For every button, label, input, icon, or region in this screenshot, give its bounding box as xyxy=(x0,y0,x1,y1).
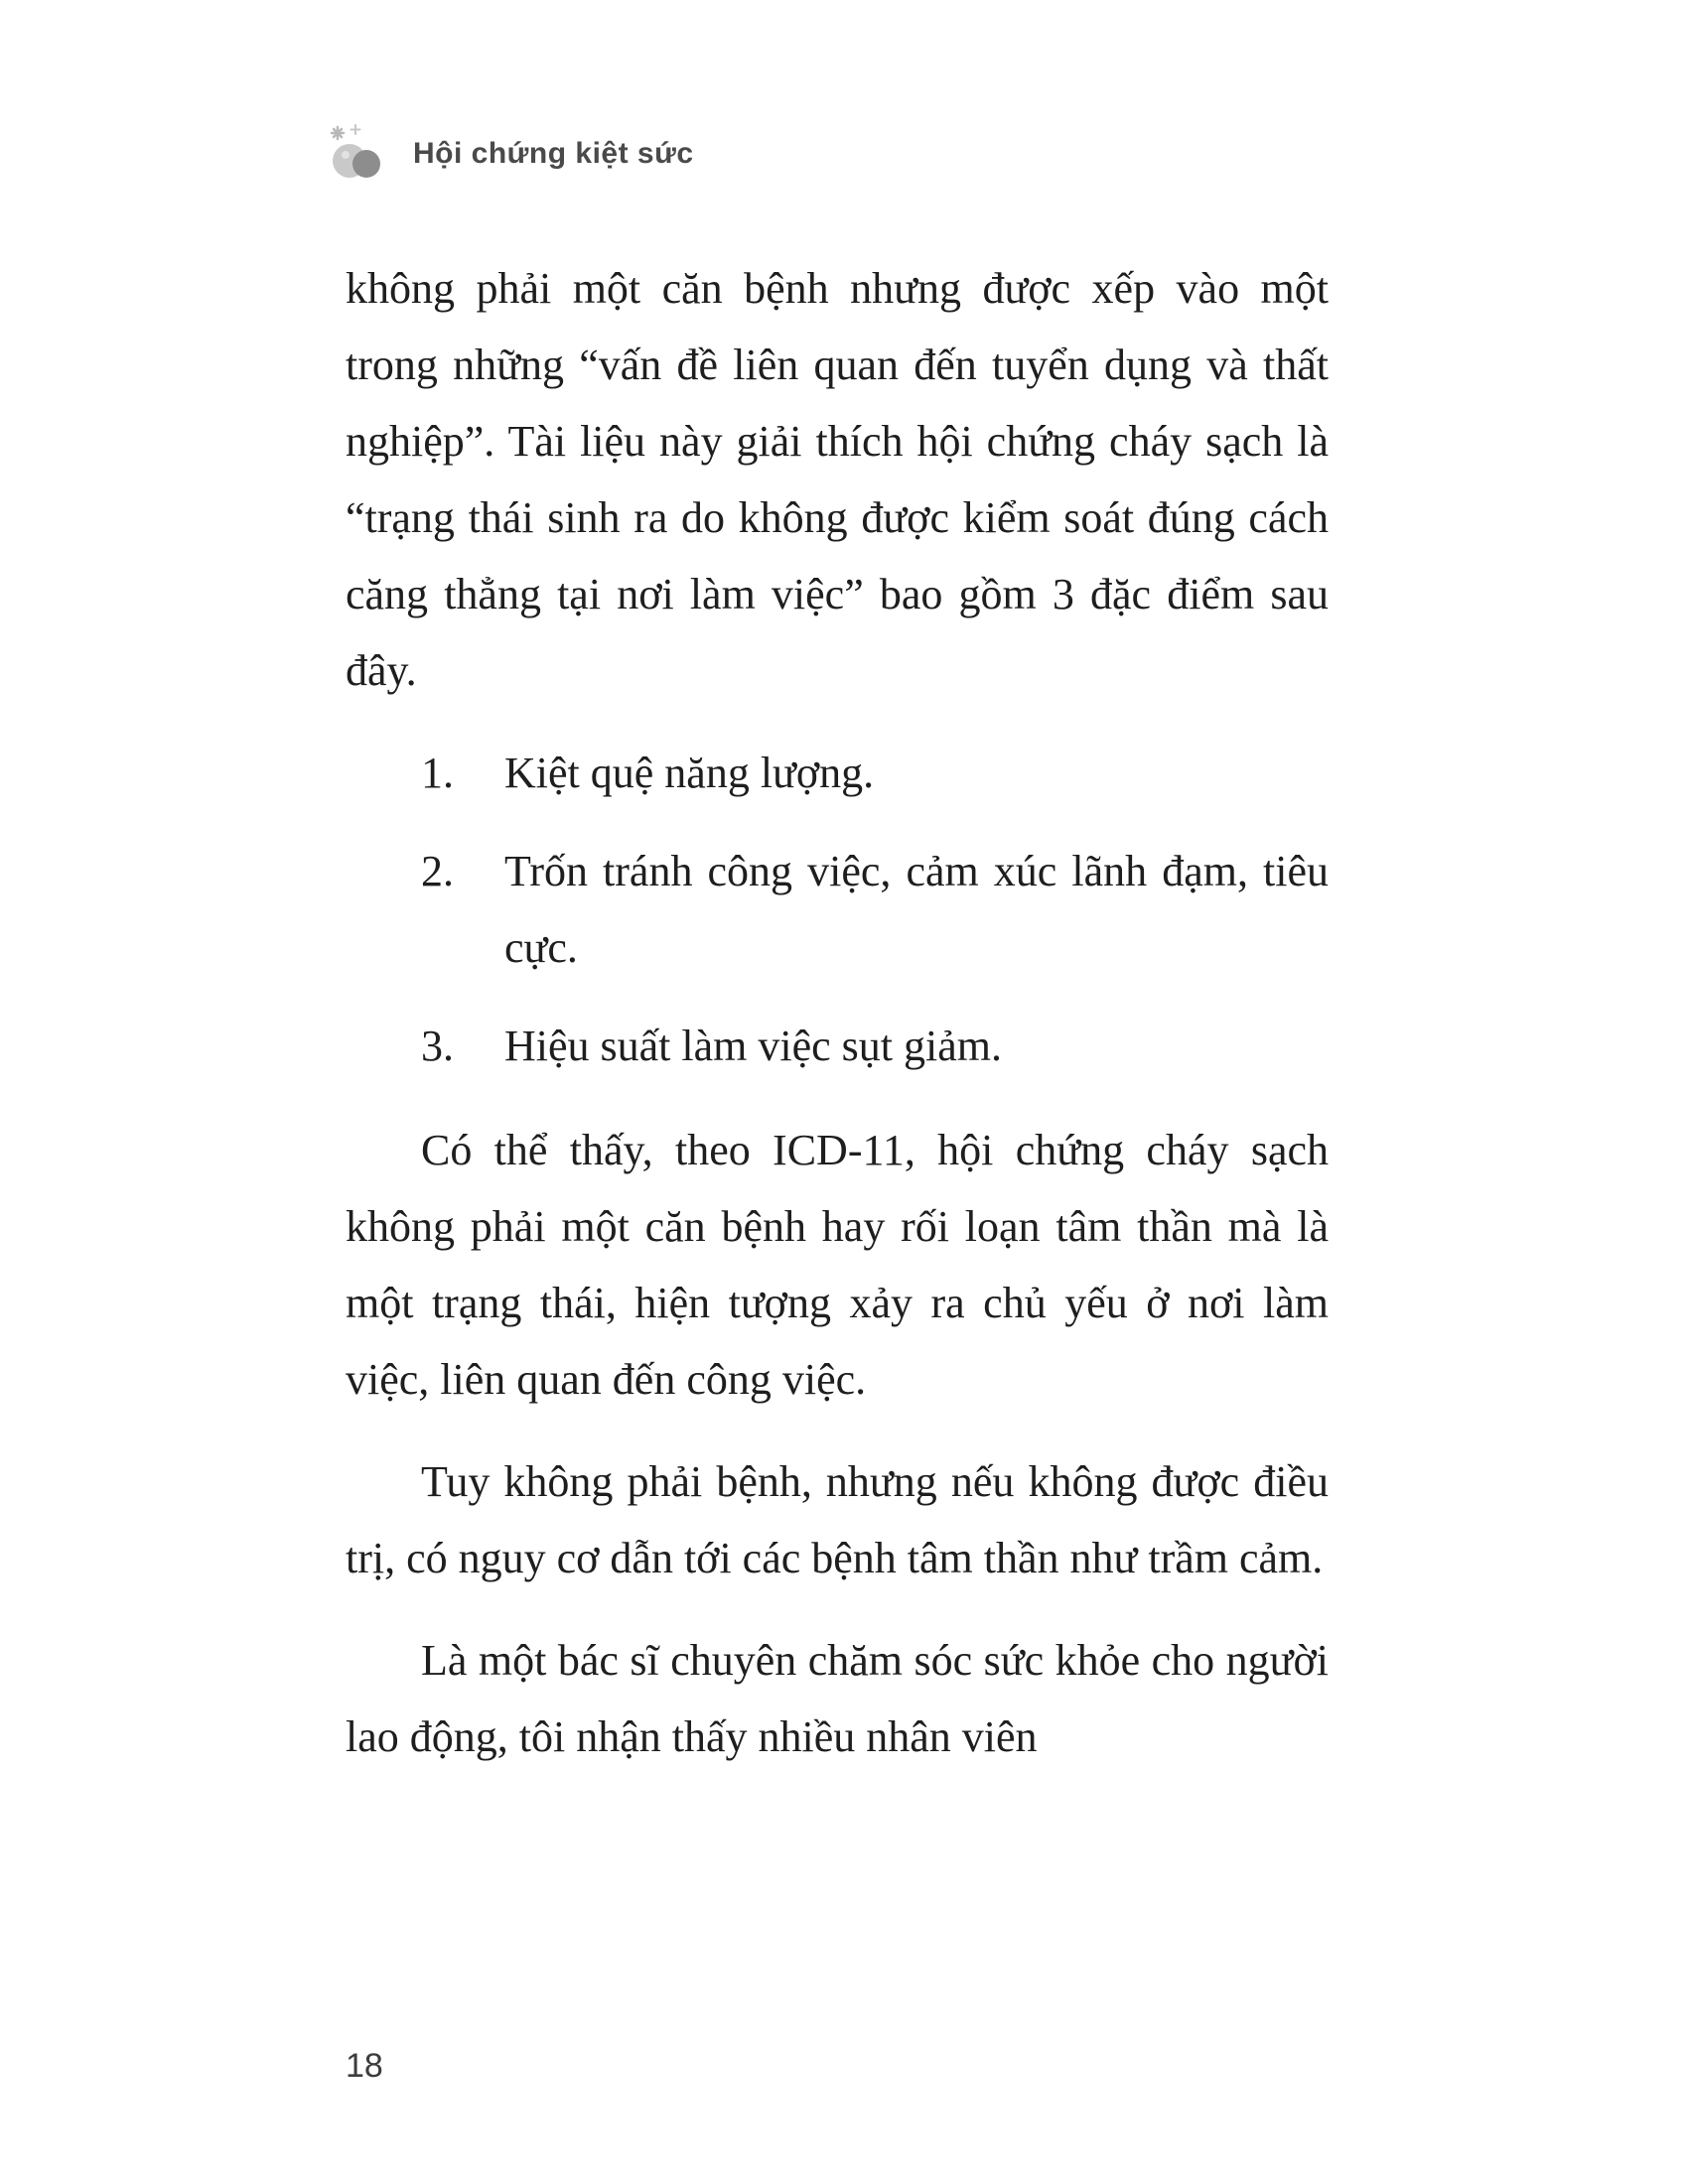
running-head-title: Hội chứng kiệt sức xyxy=(413,137,694,170)
list-item xyxy=(346,735,1329,811)
paragraph-1: không phải một căn bệnh nhưng được xếp vào một trong những “vấn đề liên quan đến tuyển dụng và thất nghiệp”. Tài liệu này giải thích hội chứng cháy sạch là “trạng thái sinh ra do không được kiểm soát đúng cách căng thẳng tại nơi làm việc” bao gồm 3 đặc điểm sau đây. xyxy=(346,264,1329,695)
paragraph-4: Là một bác sĩ chuyên chăm sóc sức khỏe cho người lao động, tôi nhận thấy nhiều nhân viên xyxy=(346,1636,1329,1761)
list-item xyxy=(346,1008,1329,1084)
list-item-text: Hiệu suất làm việc sụt giảm. xyxy=(504,1022,1002,1070)
numbered-list xyxy=(346,735,1329,1084)
list-item-number: 3. xyxy=(421,1022,454,1070)
two-heads-sparkles-icon xyxy=(326,121,391,187)
body-text-block xyxy=(346,250,1329,1801)
paragraph-3: Tuy không phải bệnh, nhưng nếu không được điều trị, có nguy cơ dẫn tới các bệnh tâm thần như trầm cảm. xyxy=(346,1457,1329,1582)
list-item-text: Kiệt quệ năng lượng. xyxy=(504,749,875,797)
paragraph-2: Có thể thấy, theo ICD-11, hội chứng cháy sạch không phải một căn bệnh hay rối loạn tâm thần mà là một trạng thái, hiện tượng xảy ra chủ yếu ở nơi làm việc, liên quan đến công việc. xyxy=(346,1126,1329,1404)
list-item-number: 1. xyxy=(421,749,454,797)
running-head xyxy=(326,121,694,187)
list-item-number: 2. xyxy=(421,847,454,895)
list-item-text: Trốn tránh công việc, cảm xúc lãnh đạm, tiêu cực. xyxy=(504,847,1329,972)
page-number: 18 xyxy=(346,2047,383,2085)
list-item xyxy=(346,833,1329,986)
